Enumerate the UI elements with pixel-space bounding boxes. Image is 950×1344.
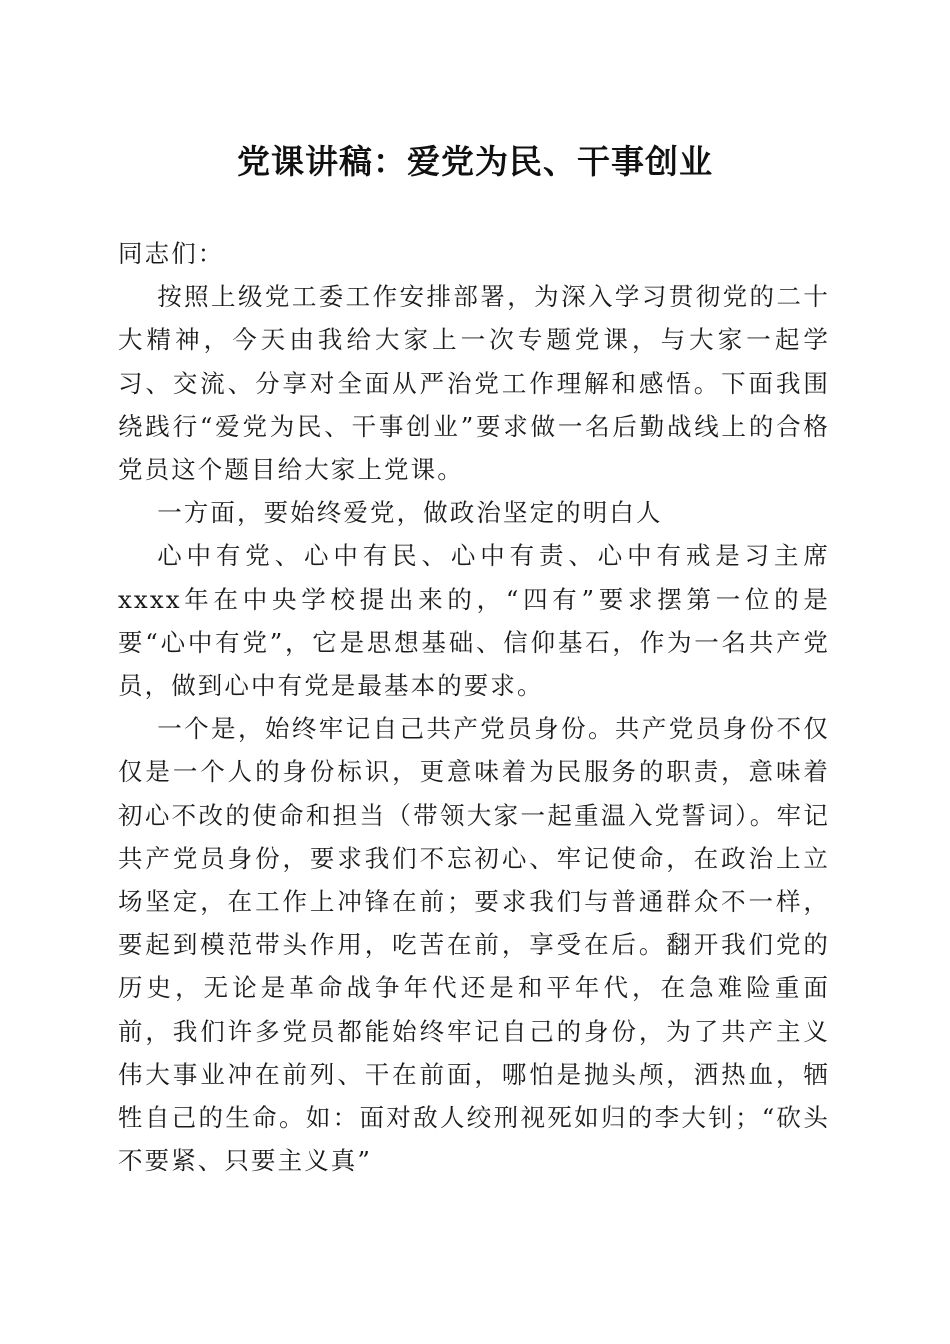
section-heading: 一方面，要始终爱党，做政治坚定的明白人 bbox=[157, 498, 663, 528]
paragraph-intro: 按照上级党工委工作安排部署，为深入学习贯彻党的二十大精神，今天由我给大家上一次专题党课，与大家一起学习、交流、分享对全面从严治党工作理解和感悟。下面我围绕践行“爱党为民、干事创业”要求做一名后勤战线上的合格党员这个题目给大家上党课。 bbox=[118, 282, 830, 485]
paragraph-party-identity: 一个是，始终牢记自己共产党员身份。共产党员身份不仅仅是一个人的身份标识，更意味着为民服务的职责，意味着初心不改的使命和担当（带领大家一起重温入党誓词）。牢记共产党员身份，要求我们不忘初心、牢记使命，在政治上立场坚定，在工作上冲锋在前；要求我们与普通群众不一样，要起到模范带头作用，吃苦在前，享受在后。翻开我们党的历史，无论是革命战争年代还是和平年代，在急难险重面前，我们许多党员都能始终牢记自己的身份，为了共产主义伟大事业冲在前列、干在前面，哪怕是抛头颅，洒热血，牺牲自己的生命。如：面对敌人绞刑视死如归的李大钊；“砍头不要紧、只要主义真” bbox=[118, 714, 830, 1176]
document-title: 党课讲稿：爱党为民、干事创业 bbox=[237, 142, 713, 181]
document-body bbox=[118, 232, 830, 1182]
salutation: 同志们： bbox=[118, 239, 225, 268]
paragraph-four-haves: 心中有党、心中有民、心中有责、心中有戒是习主席xxxx年在中央学校提出来的，“四有”要求摆第一位的是要“心中有党”，它是思想基础、信仰基石，作为一名共产党员，做到心中有党是最基本的要求。 bbox=[118, 541, 830, 701]
